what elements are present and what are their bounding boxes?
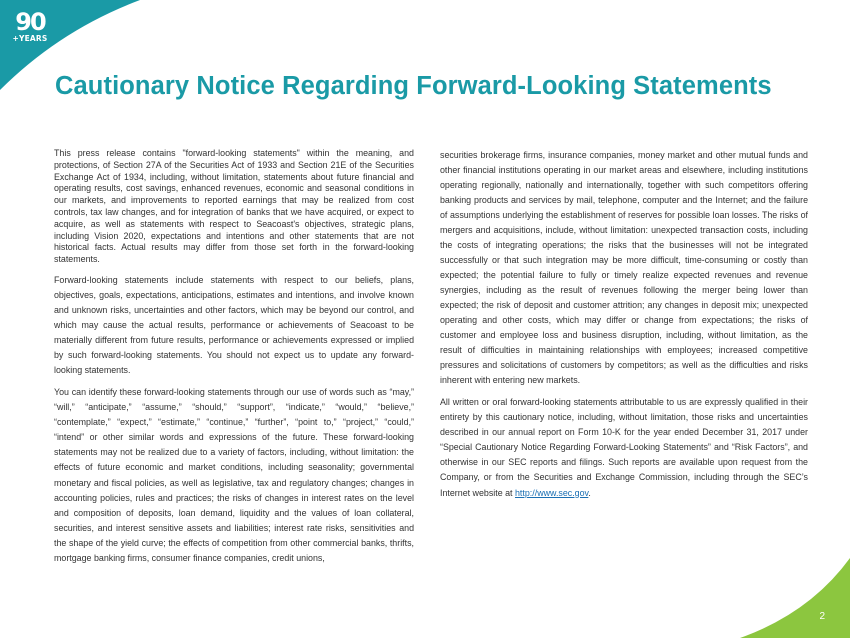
left-column <box>54 148 414 573</box>
company-logo <box>10 10 50 46</box>
sec-website-link[interactable]: http://www.sec.gov <box>515 487 589 498</box>
right-column <box>440 148 808 508</box>
logo-years-text: +YEARS <box>12 34 48 43</box>
page-title: Cautionary Notice Regarding Forward-Looking Statements <box>55 72 772 100</box>
corner-decoration-bottom-right <box>740 558 850 638</box>
paragraph-with-link <box>440 395 808 501</box>
paragraph: Forward-looking statements include statements with respect to our beliefs, plans, objectives, goals, expectations, anticipations, estimates and intentions, and involve known and unknown risks, uncertainties and other factors, which may be beyond our control, and which may cause the actual results, performance or achievements of Seacoast to be materially different from future results, performance or achievements expressed or implied by such forward-looking statements. You should not expect us to update any forward-looking statements. <box>54 274 414 375</box>
paragraph: This press release contains "forward-looking statements" within the meaning, and protections, of Section 27A of the Securities Act of 1933 and Section 21E of the Securities Exchange Act of 1934, including, without limitation, statements about future financial and operating results, cost savings, enhanced revenues, economic and seasonal conditions in our markets, and improvements to reported earnings that may be realized from cost controls, tax law changes, and for integration of banks that we have acquired, or expect to acquire, as well as statements with respect to Seacoast's objectives, strategic plans, including Vision 2020, expectations and intentions and other statements that are not historical facts. Actual results may differ from those set forth in the forward-looking statements. <box>54 148 414 265</box>
paragraph: You can identify these forward-looking statements through our use of words such as “may,” “will,” “anticipate,” “assume,” “should,” “support”, “indicate,” “would,” “believe,” “contemplate,” “expect,” “estimate,” “continue,” “further”, “point to,” “project,” “could,” “intend” or other similar words and expressions of the future. These forward-looking statements may not be realized due to a variety of factors, including, without limitation: the effects of future economic and market conditions, including seasonality; governmental monetary and fiscal policies, as well as legislative, tax and regulatory changes; changes in accounting policies, rules and practices; the risks of changes in interest rates on the level and composition of deposits, loan demand, liquidity and the values of loan collateral, securities, and interest sensitive assets and liabilities; interest rate risks, sensitivities and the shape of the yield curve; the effects of competition from other commercial banks, thrifts, mortgage banking firms, consumer finance companies, credit unions, <box>54 386 414 563</box>
link-suffix: . <box>588 487 591 498</box>
paragraph-text: All written or oral forward-looking statements attributable to us are expressly qualified in their entirety by this cautionary notice, including, without limitation, those risks and uncertainties described in our annual report on Form 10-K for the year ended December 31, 2017 under “Special Cautionary Notice Regarding Forward-Looking Statements” and “Risk Factors”, and otherwise in our SEC reports and filings. Such reports are available upon request from the Company, or from the Securities and Exchange Commission, including through the SEC’s Internet website at <box>440 397 808 498</box>
logo-number: 90 <box>15 8 45 36</box>
page-number: 2 <box>819 611 825 622</box>
paragraph: securities brokerage firms, insurance companies, money market and other mutual funds and other financial institutions operating in our market areas and elsewhere, including institutions operating regionally, nationally and internationally, together with such competitors offering banking products and services by mail, telephone, computer and the Internet; and the failure of assumptions underlying the establishment of reserves for possible loan losses. The risks of mergers and acquisitions, include, without limitation: unexpected transaction costs, including the costs of integrating operations; the risks that the businesses will not be integrated successfully or that such integration may be more difficult, time-consuming or costly than expected; the potential failure to fully or timely realize expected revenues and revenue synergies, including as the result of revenues following the merger being lower than expected; the risk of deposit and customer attrition; any changes in deposit mix; unexpected operating and other costs, which may differ or change from expectations; the risks of customer and employee loss and business disruption, including, without limitation, as the result of difficulties in maintaining relationships with employees; increased competitive pressures and solicitations of customers by competitors; as well as the difficulties and risks inherent with entering new markets. <box>440 150 808 385</box>
